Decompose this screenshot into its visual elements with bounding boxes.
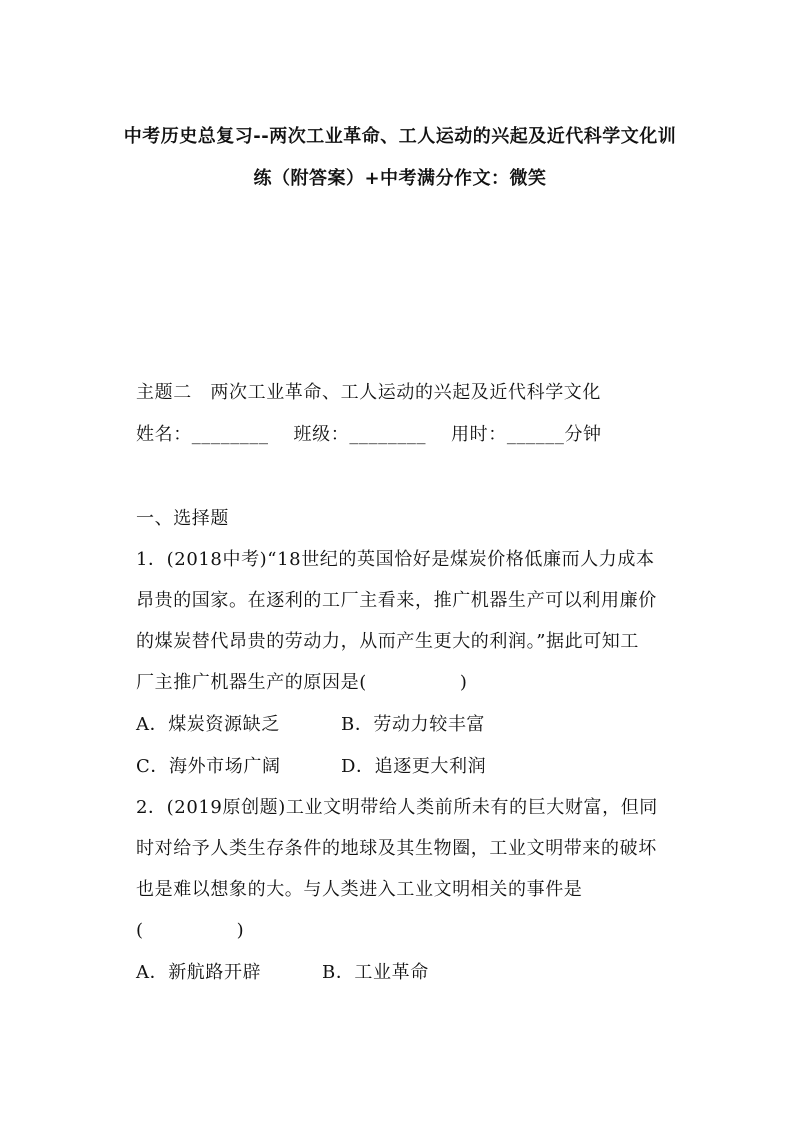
question-1-line-3: 的煤炭替代昂贵的劳动力，从而产生更大的利润。”据此可知工 xyxy=(136,631,639,652)
question-2-line-3: 也是难以想象的大。与人类进入工业文明相关的事件是 xyxy=(136,879,583,900)
question-2-option-a: A．新航路开辟 xyxy=(136,962,262,983)
question-1-options-row-2 xyxy=(136,755,487,779)
section-heading: 一、选择题 xyxy=(136,508,229,529)
question-1-option-a: A．煤炭资源缺乏 xyxy=(136,714,280,735)
student-info-line: 姓名：________ 班级：________ 用时：______分钟 xyxy=(136,424,602,445)
question-2-line-4: ( ) xyxy=(136,920,245,941)
question-1-option-d: D．追逐更大利润 xyxy=(341,756,487,777)
question-1-option-c: C．海外市场广阔 xyxy=(136,756,281,777)
document-title-line-1: 中考历史总复习--两次工业革命、工人运动的兴起及近代科学文化训 xyxy=(123,126,677,147)
topic-heading: 主题二 两次工业革命、工人运动的兴起及近代科学文化 xyxy=(136,382,601,403)
question-1-line-4: 厂主推广机器生产的原因是( ) xyxy=(136,672,468,693)
question-2-options-row-1 xyxy=(136,961,429,985)
question-1-option-b: B．劳动力较丰富 xyxy=(341,714,486,735)
question-1-line-1: 1．(2018中考)“18世纪的英国恰好是煤炭价格低廉而人力成本 xyxy=(136,549,655,570)
question-1-line-2: 昂贵的国家。在逐利的工厂主看来，推广机器生产可以利用廉价 xyxy=(136,590,657,611)
question-2-line-1: 2．(2019原创题)工业文明带给人类前所未有的巨大财富，但同 xyxy=(136,797,658,818)
question-2-line-2: 时对给予人类生存条件的地球及其生物圈，工业文明带来的破坏 xyxy=(136,838,657,859)
question-2-option-b: B．工业革命 xyxy=(322,962,429,983)
question-1-options-row-1 xyxy=(136,713,486,737)
document-title-line-2: 练（附答案）+中考满分作文：微笑 xyxy=(253,168,547,189)
